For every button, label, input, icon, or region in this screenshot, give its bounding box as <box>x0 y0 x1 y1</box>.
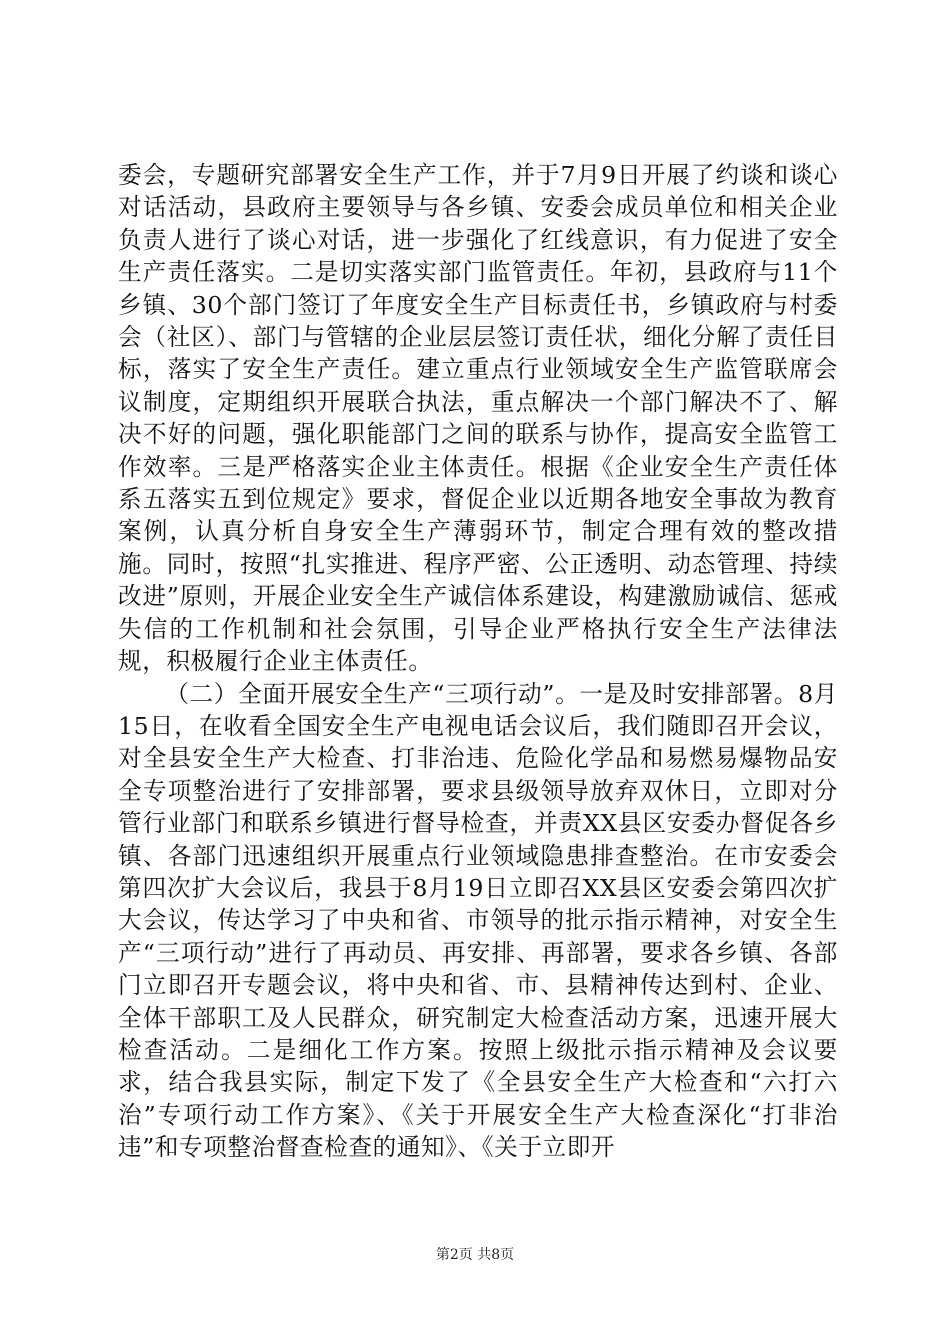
document-body <box>118 159 838 1164</box>
body-paragraph: （二）全面开展安全生产“三项行动”。一是及时安排部署。8月15日，在收看全国安全生产电视电话会议后，我们随即召开会议，对全县安全生产大检查、打非治违、危险化学品和易燃易爆物品安全专项整治进行了安排部署，要求县级领导放弃双休日，立即对分管行业部门和联系乡镇进行督导检查，并责XX县区安委办督促各乡镇、各部门迅速组织开展重点行业领域隐患排查整治。在市安委会第四次扩大会议后，我县于8月19日立即召XX县区安委会第四次扩大会议，传达学习了中央和省、市领导的批示指示精神，对安全生产“三项行动”进行了再动员、再安排、再部署，要求各乡镇、各部门立即召开专题会议，将中央和省、市、县精神传达到村、企业、全体干部职工及人民群众，研究制定大检查活动方案，迅速开展大检查活动。二是细化工作方案。按照上级批示指示精神及会议要求，结合我县实际，制定下发了《全县安全生产大检查和“六打六治”专项行动工作方案》、《关于开展安全生产大检查深化“打非治违”和专项整治督查检查的通知》、《关于立即开 <box>118 679 838 1162</box>
body-paragraph: 委会，专题研究部署安全生产工作，并于7月9日开展了约谈和谈心对话活动，县政府主要领导与各乡镇、安委会成员单位和相关企业负责人进行了谈心对话，进一步强化了红线意识，有力促进了安全生产责任落实。二是切实落实部门监管责任。年初，县政府与11个乡镇、30个部门签订了年度安全生产目标责任书，乡镇政府与村委会（社区）、部门与管辖的企业层层签订责任状，细化分解了责任目标，落实了安全生产责任。建立重点行业领域安全生产监管联席会议制度，定期组织开展联合执法，重点解决一个部门解决不了、解决不好的问题，强化职能部门之间的联系与协作，提高安全监管工作效率。三是严格落实企业主体责任。根据《企业安全生产责任体系五落实五到位规定》要求，督促企业以近期各地安全事故为教育案例，认真分析自身安全生产薄弱环节，制定合理有效的整改措施。同时，按照“扎实推进、程序严密、公正透明、动态管理、持续改进”原则，开展企业安全生产诚信体系建设，构建激励诚信、惩戒失信的工作机制和社会氛围，引导企业严格执行安全生产法律法规，积极履行企业主体责任。 <box>118 161 838 676</box>
page-footer: 第2页 共8页 <box>435 1247 515 1263</box>
